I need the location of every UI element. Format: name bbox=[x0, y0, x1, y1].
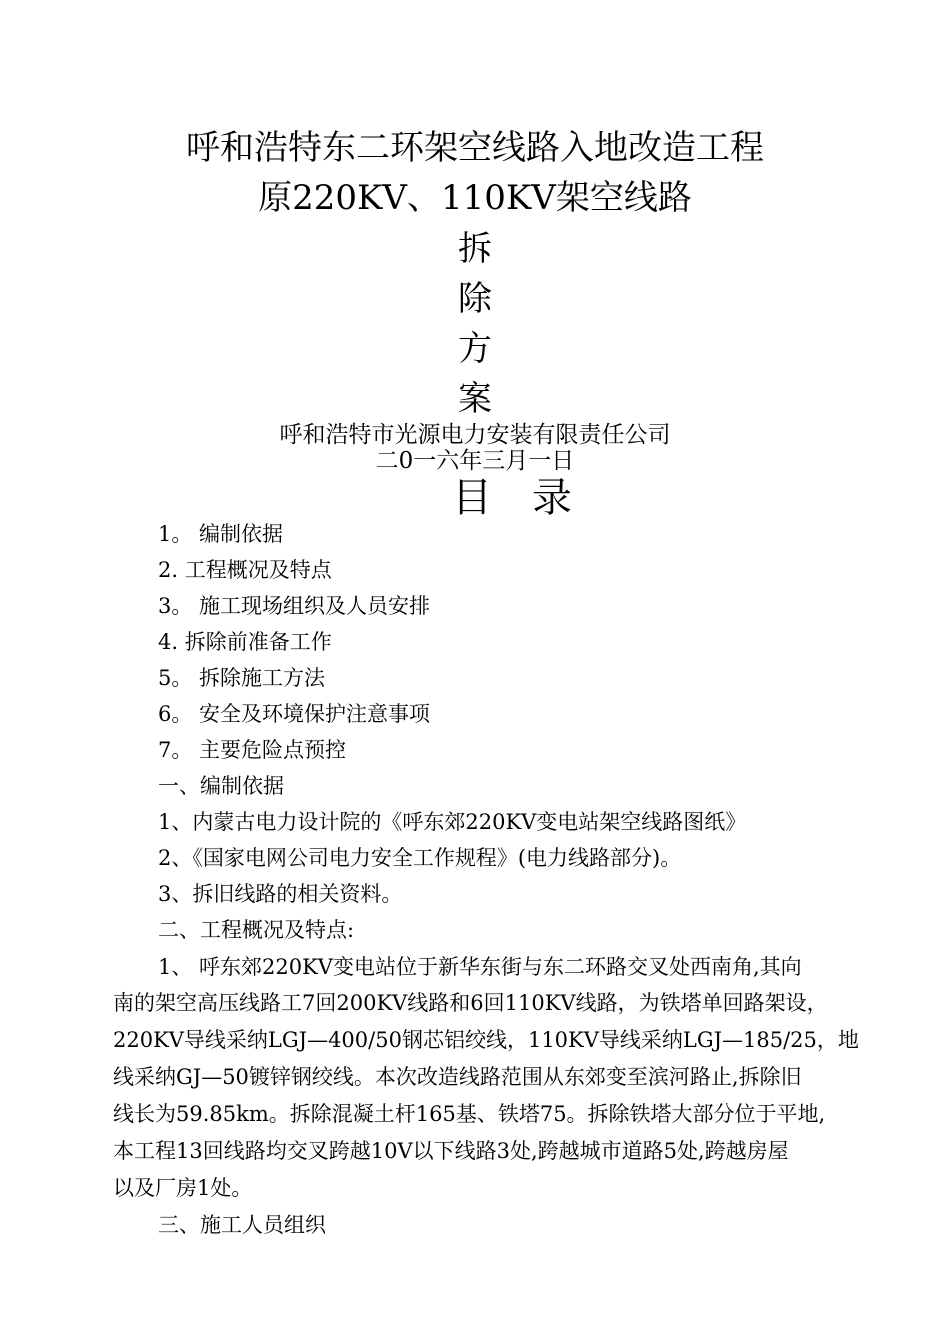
toc-heading-char-1: 目 bbox=[452, 475, 492, 521]
cover-title-line2: 原220KV、110KV架空线路 bbox=[258, 178, 692, 218]
section1-item-2: 2、《国家电网公司电力安全工作规程》(电力线路部分)。 bbox=[158, 846, 682, 870]
section2-paragraph-line-7: 以及厂房1处。 bbox=[113, 1176, 253, 1200]
section2-paragraph-line-3: 220KV导线采纳LGJ—400/50钢芯铝绞线，110KV导线采纳LGJ—185/25，地 bbox=[113, 1028, 859, 1052]
toc-item-6[interactable]: 6。 安全及环境保护注意事项 bbox=[158, 702, 431, 726]
section2-paragraph-line-5: 线长为59.85km。拆除混凝土杆165基、铁塔75。拆除铁塔大部分位于平地, bbox=[113, 1102, 826, 1126]
section2-paragraph-line-1: 1、 呼东郊220KV变电站位于新华东街与东二环路交叉处西南角,其向 bbox=[158, 955, 802, 979]
section2-paragraph-line-6: 本工程13回线路均交叉跨越10V以下线路3处,跨越城市道路5处,跨越房屋 bbox=[113, 1139, 789, 1163]
toc-item-4[interactable]: 4. 拆除前准备工作 bbox=[158, 630, 332, 654]
section1-heading: 一、编制依据 bbox=[158, 774, 284, 798]
toc-heading-char-2: 录 bbox=[532, 475, 572, 521]
section3-heading: 三、施工人员组织 bbox=[158, 1213, 326, 1237]
cover-date: 二0一六年三月一日 bbox=[375, 448, 575, 474]
toc-heading bbox=[452, 475, 572, 521]
cover-vertical-char-4: 案 bbox=[458, 379, 492, 419]
section2-heading: 二、工程概况及特点: bbox=[158, 918, 355, 942]
cover-vertical-char-3: 方 bbox=[458, 329, 492, 369]
toc-item-5[interactable]: 5。 拆除施工方法 bbox=[158, 666, 326, 690]
toc-item-3[interactable]: 3。 施工现场组织及人员安排 bbox=[158, 594, 431, 618]
section2-paragraph-line-4: 线采纳GJ—50镀锌钢绞线。本次改造线路范围从东郊变至滨河路止,拆除旧 bbox=[113, 1065, 802, 1089]
toc-item-2[interactable]: 2. 工程概况及特点 bbox=[158, 558, 332, 582]
cover-company: 呼和浩特市光源电力安装有限责任公司 bbox=[279, 422, 671, 448]
section1-item-1: 1、内蒙古电力设计院的《呼东郊220KV变电站架空线路图纸》 bbox=[158, 810, 747, 834]
toc-item-7[interactable]: 7。 主要危险点预控 bbox=[158, 738, 347, 762]
section1-item-3: 3、拆旧线路的相关资料。 bbox=[158, 882, 403, 906]
section2-paragraph-line-2: 南的架空高压线路工7回200KV线路和6回110KV线路，为铁塔单回路架设， bbox=[113, 991, 828, 1015]
cover-vertical-char-2: 除 bbox=[458, 279, 492, 319]
cover-vertical-char-1: 拆 bbox=[458, 229, 492, 269]
cover-title-line1: 呼和浩特东二环架空线路入地改造工程 bbox=[186, 128, 764, 168]
toc-item-1[interactable]: 1。 编制依据 bbox=[158, 522, 284, 546]
